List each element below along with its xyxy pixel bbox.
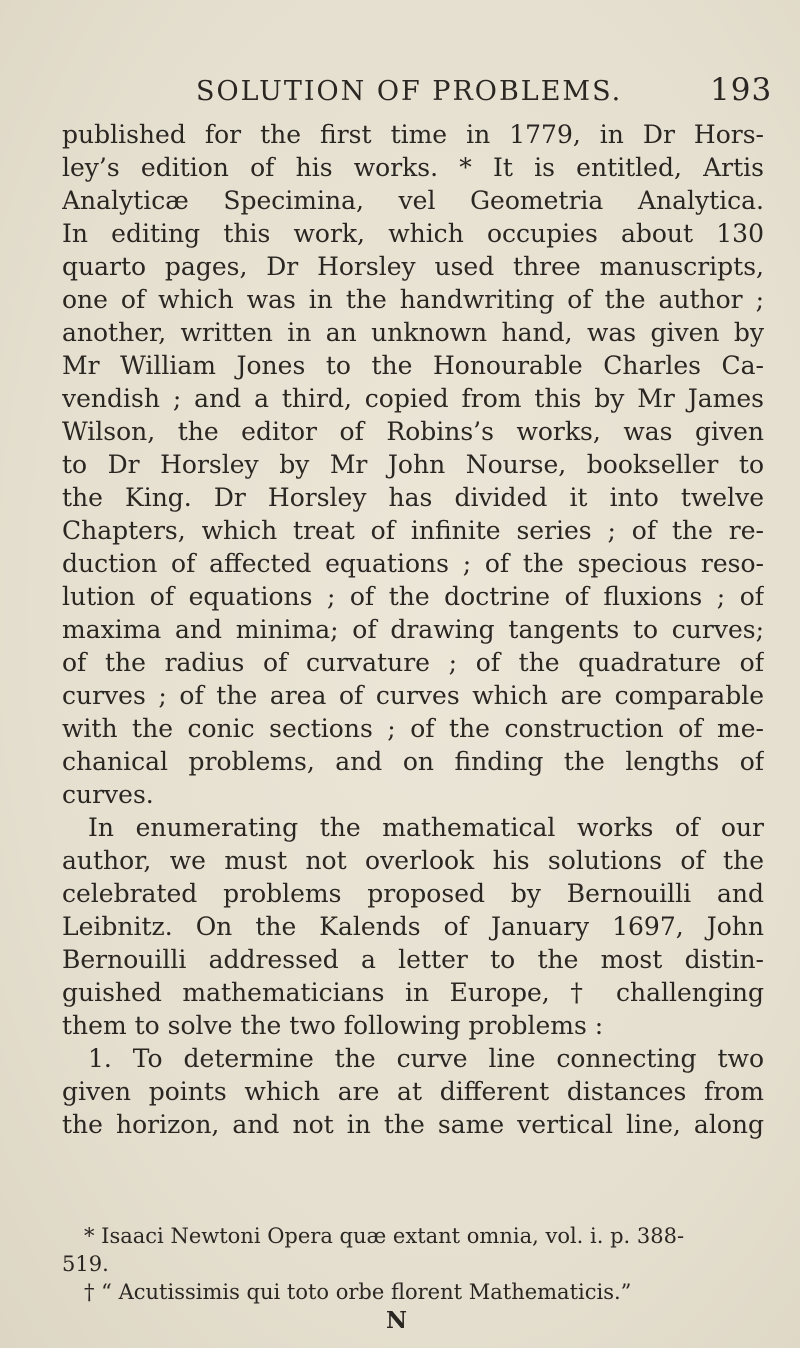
text-line: with the conic sections ; of the construction of me- — [62, 714, 764, 743]
footnote-line: * Isaaci Newtoni Opera quæ extant omnia, vol. i. p. 388- — [84, 1224, 685, 1248]
paragraph-start-line: In enumerating the mathematical works of our — [88, 813, 764, 842]
text-line: one of which was in the handwriting of the author ; — [62, 285, 764, 314]
footnote-line: 519. — [62, 1252, 109, 1276]
text-line: maxima and minima; of drawing tangents to curves; — [62, 615, 764, 644]
text-line: Chapters, which treat of infinite series ; of the re- — [62, 516, 764, 545]
signature-mark: N — [386, 1307, 408, 1334]
footnotes — [62, 1222, 764, 1306]
text-line: author, we must not overlook his solutions of the — [62, 846, 764, 875]
text-line: them to solve the two following problems : — [62, 1011, 604, 1040]
text-line: Wilson, the editor of Robins’s works, was given — [62, 417, 764, 446]
text-line: quarto pages, Dr Horsley used three manuscripts, — [62, 252, 764, 281]
text-line: to Dr Horsley by Mr John Nourse, bookseller to — [62, 450, 764, 479]
text-line: curves ; of the area of curves which are comparable — [62, 681, 764, 710]
text-line: In editing this work, which occupies about 130 — [62, 219, 764, 248]
text-line: given points which are at different distances from — [62, 1077, 764, 1106]
text-line: curves. — [62, 780, 154, 809]
text-line: Bernouilli addressed a letter to the most distin- — [62, 945, 764, 974]
text-line: vendish ; and a third, copied from this by Mr James — [62, 384, 764, 413]
text-line: celebrated problems proposed by Bernouilli and — [62, 879, 764, 908]
text-line: Mr William Jones to the Honourable Charles Ca- — [62, 351, 764, 380]
text-line: chanical problems, and on finding the lengths of — [62, 747, 764, 776]
numbered-item-line: 1. To determine the curve line connecting two — [88, 1044, 764, 1073]
running-head: SOLUTION OF PROBLEMS. — [196, 76, 623, 107]
text-line: Leibnitz. On the Kalends of January 1697, John — [62, 912, 764, 941]
page-number: 193 — [710, 72, 773, 108]
text-line: of the radius of curvature ; of the quadrature of — [62, 648, 764, 677]
text-line: lution of equations ; of the doctrine of fluxions ; of — [62, 582, 764, 611]
text-line: the King. Dr Horsley has divided it into twelve — [62, 483, 764, 512]
text-line: another, written in an unknown hand, was given by — [62, 318, 764, 347]
text-line: Analyticæ Specimina, vel Geometria Analytica. — [62, 186, 764, 215]
text-line: duction of affected equations ; of the specious reso- — [62, 549, 764, 578]
body-text — [62, 118, 764, 1141]
text-line: published for the first time in 1779, in Dr Hors- — [62, 120, 764, 149]
text-line: the horizon, and not in the same vertical line, along — [62, 1110, 764, 1139]
text-line: ley’s edition of his works. * It is entitled, Artis — [62, 153, 764, 182]
footnote-line: † “ Acutissimis qui toto orbe florent Mathematicis.” — [84, 1280, 632, 1304]
text-line: guished mathematicians in Europe, † challenging — [62, 978, 764, 1007]
